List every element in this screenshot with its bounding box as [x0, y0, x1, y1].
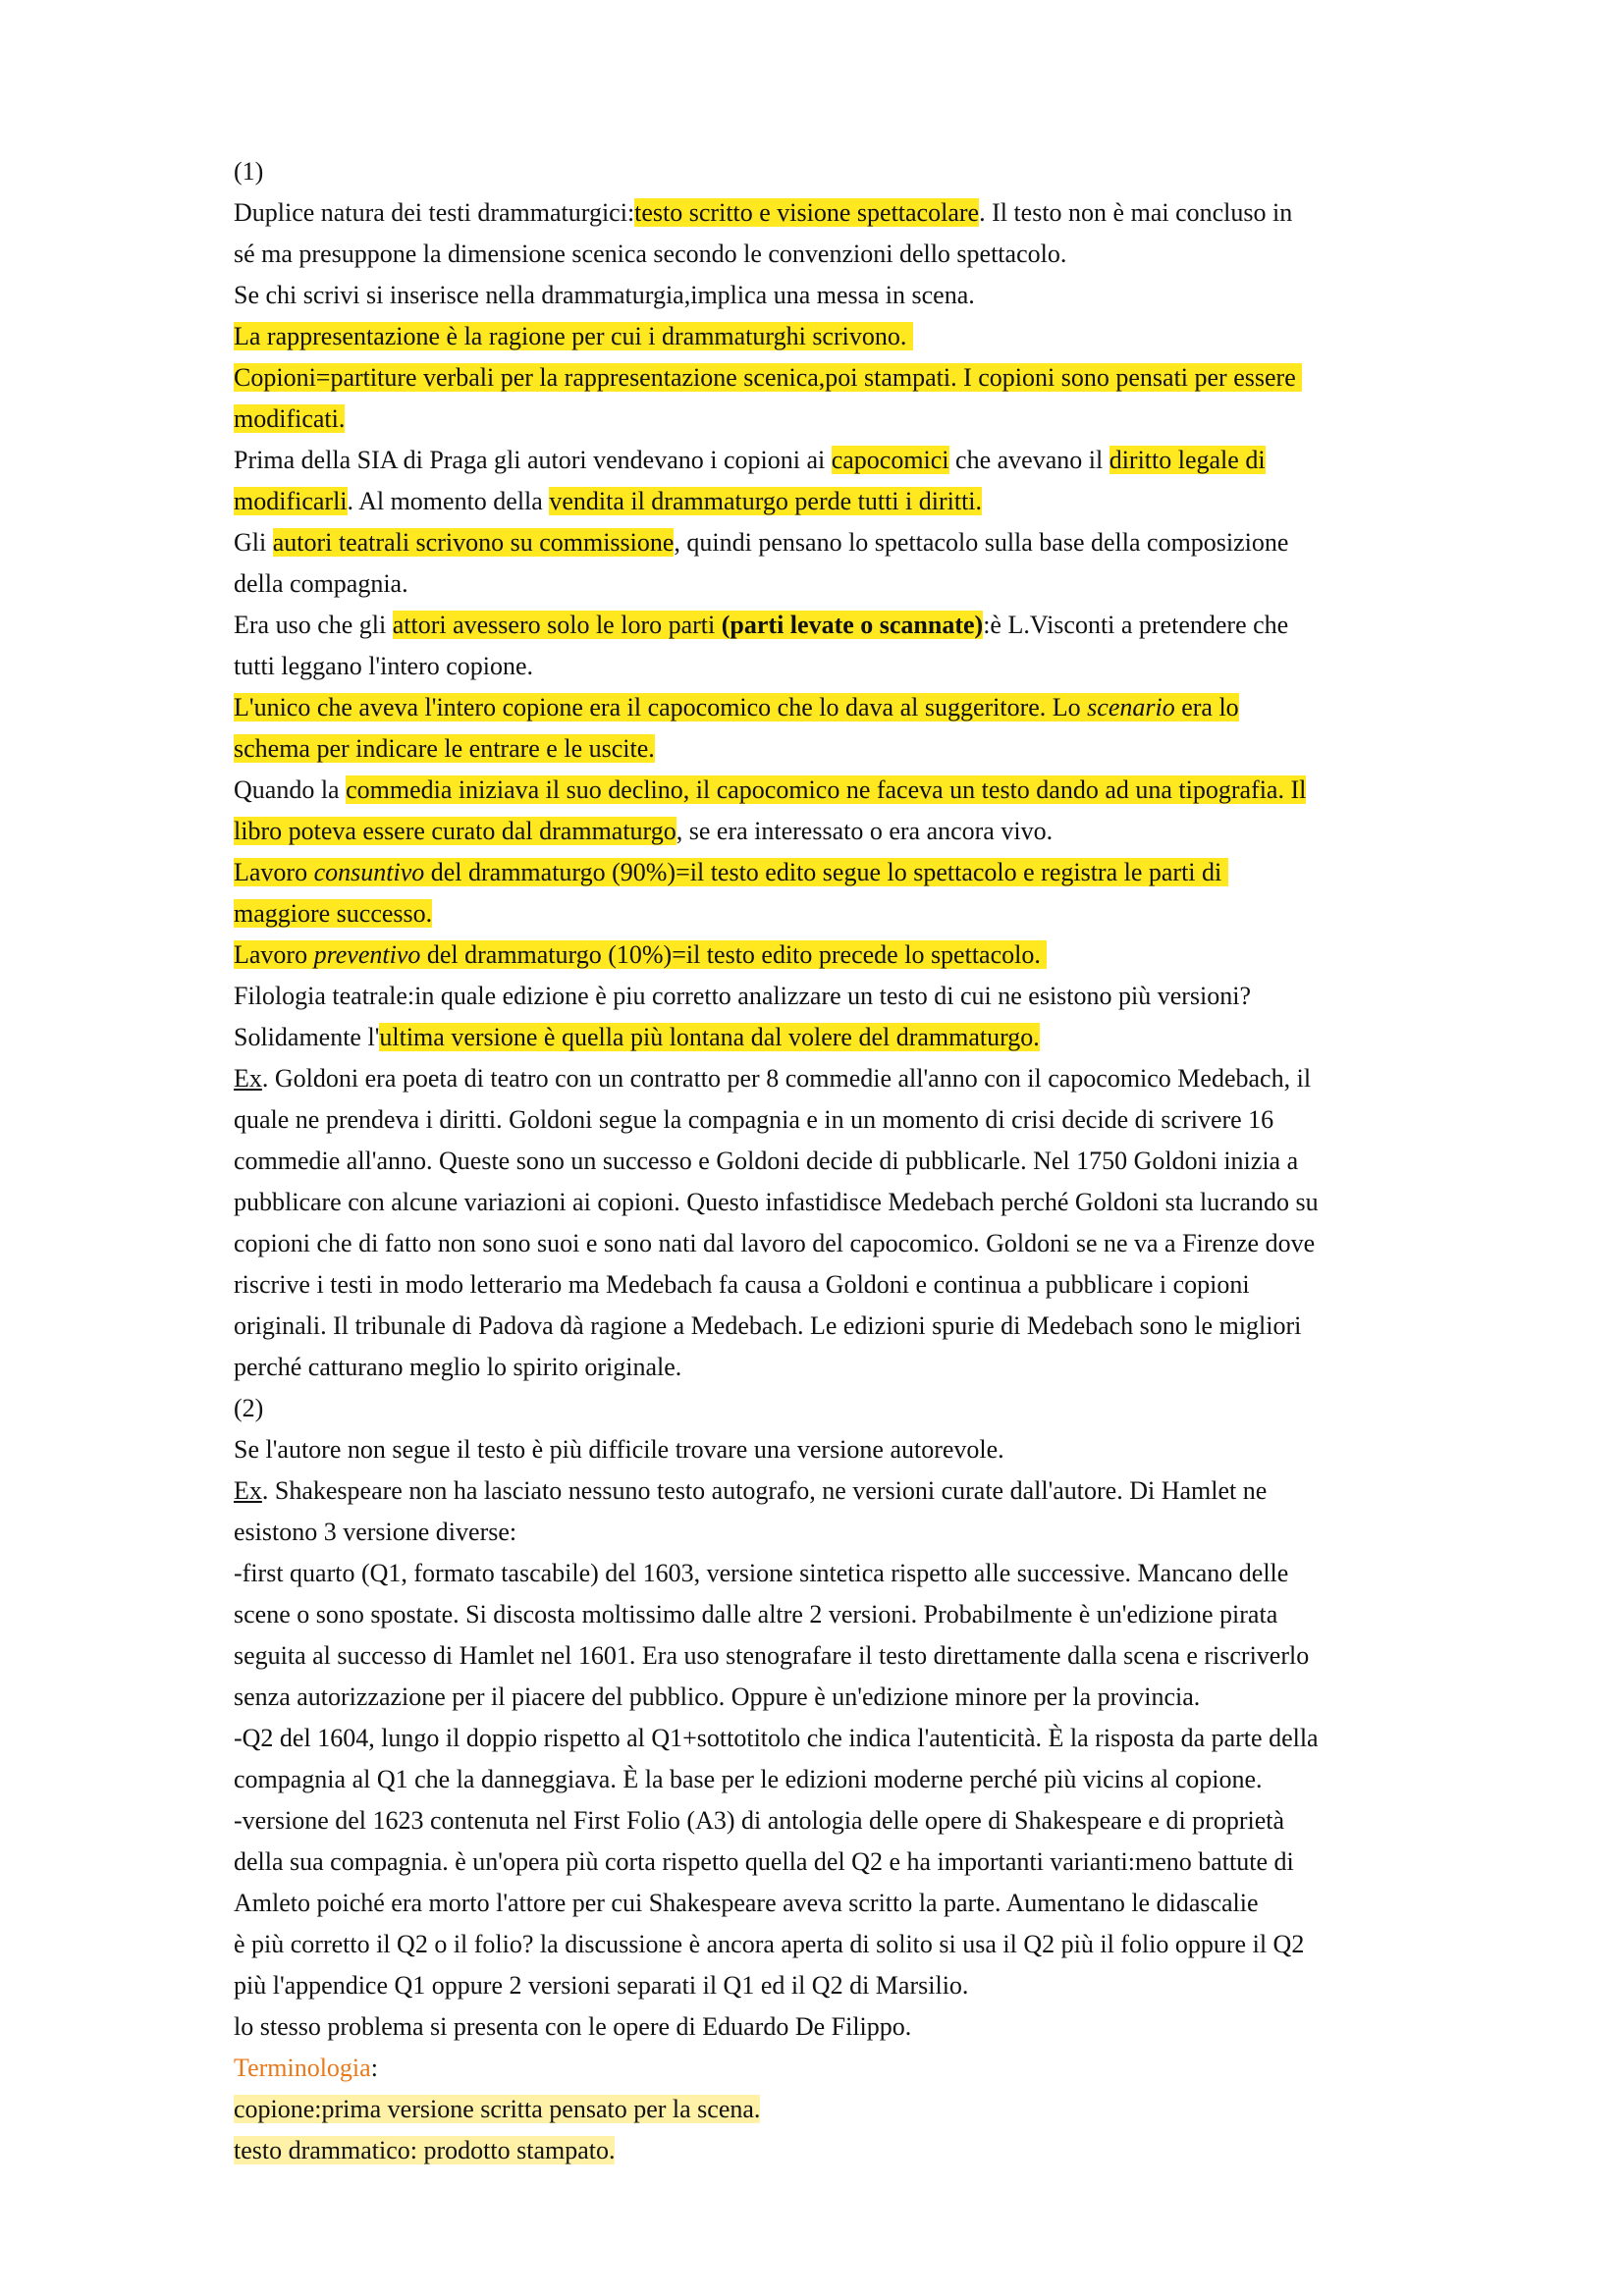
- text-span: , quindi pensano lo spettacolo sulla base della composizione: [674, 528, 1289, 557]
- text-line: [234, 275, 1451, 316]
- text-span: Era uso che gli: [234, 611, 393, 639]
- text-span: Se l'autore non segue il testo è più difficile trovare una versione autorevole.: [234, 1435, 1004, 1464]
- text-line: [234, 522, 1451, 563]
- text-line: [234, 1594, 1451, 1635]
- text-line: [234, 1470, 1451, 1512]
- text-line: [234, 1347, 1451, 1388]
- highlighted-text: del drammaturgo (90%)=il testo edito segue lo spettacolo e registra le parti di: [424, 858, 1228, 886]
- text-line: [234, 852, 1451, 893]
- document-body: [234, 151, 1451, 2171]
- text-line: [234, 481, 1451, 522]
- highlighted-text: capocomici: [831, 446, 949, 474]
- text-span: esistono 3 versione diverse:: [234, 1518, 517, 1546]
- text-span: compagnia al Q1 che la danneggiava. È la base per le edizioni moderne perché più vicins al copione.: [234, 1765, 1263, 1793]
- text-span: riscrive i testi in modo letterario ma Medebach fa causa a Goldoni e continua a pubblicare i copioni: [234, 1270, 1250, 1299]
- text-span: originali. Il tribunale di Padova dà ragione a Medebach. Le edizioni spurie di Medebach sono le migliori: [234, 1311, 1302, 1340]
- text-span: . Shakespeare non ha lasciato nessuno testo autografo, ne versioni curate dall'autore. Di Hamlet ne: [261, 1476, 1268, 1505]
- text-span: Prima della SIA di Praga gli autori vendevano i copioni ai: [234, 446, 832, 474]
- highlighted-text: Lavoro: [234, 940, 314, 969]
- text-line: [234, 770, 1451, 811]
- text-line: [234, 440, 1451, 481]
- text-line: [234, 893, 1451, 934]
- text-span: -Q2 del 1604, lungo il doppio rispetto al Q1+sottotitolo che indica l'autenticità. È la risposta da parte della: [234, 1724, 1319, 1752]
- highlighted-text: Copioni=partiture verbali per la rappresentazione scenica,poi stampati. I copioni sono pensati per essere: [234, 363, 1303, 392]
- text-span: . Goldoni era poeta di teatro con un contratto per 8 commedie all'anno con il capocomico Medebach, il: [261, 1064, 1312, 1093]
- text-line: [234, 2130, 1451, 2171]
- highlighted-text: (parti levate o scannate): [721, 611, 984, 639]
- text-span: (1): [234, 157, 264, 186]
- text-span: Filologia teatrale:in quale edizione è piu corretto analizzare un testo di cui ne esistono più versioni?: [234, 982, 1252, 1010]
- highlighted-text: vendita il drammaturgo perde tutti i diritti.: [549, 487, 983, 515]
- text-span: senza autorizzazione per il piacere del pubblico. Oppure è un'edizione minore per la provincia.: [234, 1682, 1201, 1711]
- highlighted-text: diritto legale di: [1109, 446, 1266, 474]
- text-line: [234, 1677, 1451, 1718]
- highlighted-text: modificarli: [234, 487, 348, 515]
- text-line: [234, 605, 1451, 646]
- text-span: seguita al successo di Hamlet nel 1601. Era uso stenografare il testo direttamente dalla scena e riscriverlo: [234, 1641, 1310, 1670]
- text-line: [234, 976, 1451, 1017]
- text-line: [234, 1842, 1451, 1883]
- text-line: [234, 1017, 1451, 1058]
- highlighted-text: modificati.: [234, 404, 346, 433]
- highlighted-text: scenario: [1087, 693, 1175, 721]
- highlighted-text: attori avessero solo le loro parti: [392, 611, 722, 639]
- text-line: [234, 1800, 1451, 1842]
- text-span: Gli: [234, 528, 273, 557]
- text-span: commedie all'anno. Queste sono un successo e Goldoni decide di pubblicarle. Nel 1750 Goldoni inizia a: [234, 1147, 1299, 1175]
- text-line: [234, 1306, 1451, 1347]
- text-line: [234, 1924, 1451, 1965]
- text-line: [234, 1058, 1451, 1099]
- text-span: pubblicare con alcune variazioni ai copioni. Questo infastidisce Medebach perché Goldoni sta lucrando su: [234, 1188, 1319, 1216]
- text-line: [234, 934, 1451, 976]
- text-span: è più corretto il Q2 o il folio? la discussione è ancora aperta di solito si usa il Q2 più il folio oppure il Q2: [234, 1930, 1305, 1958]
- text-line: [234, 2089, 1451, 2130]
- text-span: lo stesso problema si presenta con le opere di Eduardo De Filippo.: [234, 2012, 912, 2041]
- text-line: [234, 1553, 1451, 1594]
- highlighted-text: schema per indicare le entrare e le uscite.: [234, 734, 655, 763]
- text-line: [234, 728, 1451, 770]
- text-span: tutti leggano l'intero copione.: [234, 652, 534, 680]
- text-line: [234, 811, 1451, 852]
- text-line: [234, 151, 1451, 192]
- highlighted-text: del drammaturgo (10%)=il testo edito precede lo spettacolo.: [420, 940, 1048, 969]
- text-line: [234, 2048, 1451, 2089]
- text-line: [234, 316, 1451, 357]
- text-span: che avevano il: [948, 446, 1109, 474]
- highlighted-text: Lavoro: [234, 858, 314, 886]
- text-span: della sua compagnia. è un'opera più corta rispetto quella del Q2 e ha importanti varianti:meno battute di: [234, 1847, 1294, 1876]
- highlighted-text: La rappresentazione è la ragione per cui i drammaturghi scrivono.: [234, 322, 913, 350]
- text-line: [234, 1965, 1451, 2006]
- text-line: [234, 234, 1451, 275]
- text-span: . Al momento della: [347, 487, 550, 515]
- text-span: quale ne prendeva i diritti. Goldoni segue la compagnia e in un momento di crisi decide di scrivere 16: [234, 1105, 1274, 1134]
- text-span: :: [370, 2054, 378, 2082]
- text-line: [234, 1141, 1451, 1182]
- text-span: :è L.Visconti a pretendere che: [983, 611, 1289, 639]
- highlighted-text: era lo: [1174, 693, 1239, 721]
- text-span: scene o sono spostate. Si discosta moltissimo dalle altre 2 versioni. Probabilmente è un'edizione pirata: [234, 1600, 1278, 1629]
- text-span: Solidamente l': [234, 1023, 380, 1051]
- text-line: [234, 1264, 1451, 1306]
- text-span: -versione del 1623 contenuta nel First Folio (A3) di antologia delle opere di Shakespeare e di proprietà: [234, 1806, 1285, 1835]
- text-span: perché catturano meglio lo spirito originale.: [234, 1353, 682, 1381]
- text-line: [234, 1718, 1451, 1759]
- highlighted-text: testo scritto e visione spettacolare: [634, 198, 980, 227]
- text-span: Quando la: [234, 775, 347, 804]
- text-span: Amleto poiché era morto l'attore per cui Shakespeare aveva scritto la parte. Aumentano le didascalie: [234, 1889, 1259, 1917]
- text-line: [234, 1429, 1451, 1470]
- text-line: [234, 192, 1451, 234]
- section-heading: Terminologia: [234, 2054, 371, 2082]
- highlighted-text: maggiore successo.: [234, 899, 433, 928]
- text-span: -first quarto (Q1, formato tascabile) del 1603, versione sintetica rispetto alle successive. Mancano delle: [234, 1559, 1289, 1587]
- text-line: [234, 1182, 1451, 1223]
- highlighted-text: libro poteva essere curato dal drammaturgo: [234, 817, 676, 845]
- text-span: Se chi scrivi si inserisce nella drammaturgia,implica una messa in scena.: [234, 281, 975, 309]
- text-line: [234, 646, 1451, 687]
- highlighted-text: testo drammatico: prodotto stampato.: [234, 2136, 616, 2164]
- example-label: Ex: [234, 1476, 262, 1505]
- example-label: Ex: [234, 1064, 262, 1093]
- highlighted-text: commedia iniziava il suo declino, il capocomico ne faceva un testo dando ad una tipografia. Il: [346, 775, 1307, 804]
- highlighted-text: autori teatrali scrivono su commissione: [272, 528, 675, 557]
- text-line: [234, 1635, 1451, 1677]
- text-line: [234, 1099, 1451, 1141]
- text-span: Duplice natura dei testi drammaturgici:: [234, 198, 635, 227]
- highlighted-text: consuntivo: [313, 858, 425, 886]
- text-span: più l'appendice Q1 oppure 2 versioni separati il Q1 ed il Q2 di Marsilio.: [234, 1971, 969, 2000]
- text-line: [234, 1759, 1451, 1800]
- highlighted-text: copione:prima versione scritta pensato per la scena.: [234, 2095, 761, 2123]
- text-span: (2): [234, 1394, 264, 1422]
- text-span: , se era interessato o era ancora vivo.: [676, 817, 1054, 845]
- text-line: [234, 687, 1451, 728]
- text-span: copioni che di fatto non sono suoi e sono nati dal lavoro del capocomico. Goldoni se ne va a Firenze dove: [234, 1229, 1316, 1257]
- text-line: [234, 1223, 1451, 1264]
- highlighted-text: preventivo: [313, 940, 421, 969]
- text-span: . Il testo non è mai concluso in: [979, 198, 1293, 227]
- text-line: [234, 2006, 1451, 2048]
- text-line: [234, 563, 1451, 605]
- text-span: della compagnia.: [234, 569, 408, 598]
- text-span: sé ma presuppone la dimensione scenica secondo le convenzioni dello spettacolo.: [234, 240, 1067, 268]
- text-line: [234, 357, 1451, 399]
- highlighted-text: ultima versione è quella più lontana dal volere del drammaturgo.: [379, 1023, 1040, 1051]
- highlighted-text: L'unico che aveva l'intero copione era il capocomico che lo dava al suggeritore. Lo: [234, 693, 1088, 721]
- text-line: [234, 1388, 1451, 1429]
- text-line: [234, 399, 1451, 440]
- text-line: [234, 1883, 1451, 1924]
- text-line: [234, 1512, 1451, 1553]
